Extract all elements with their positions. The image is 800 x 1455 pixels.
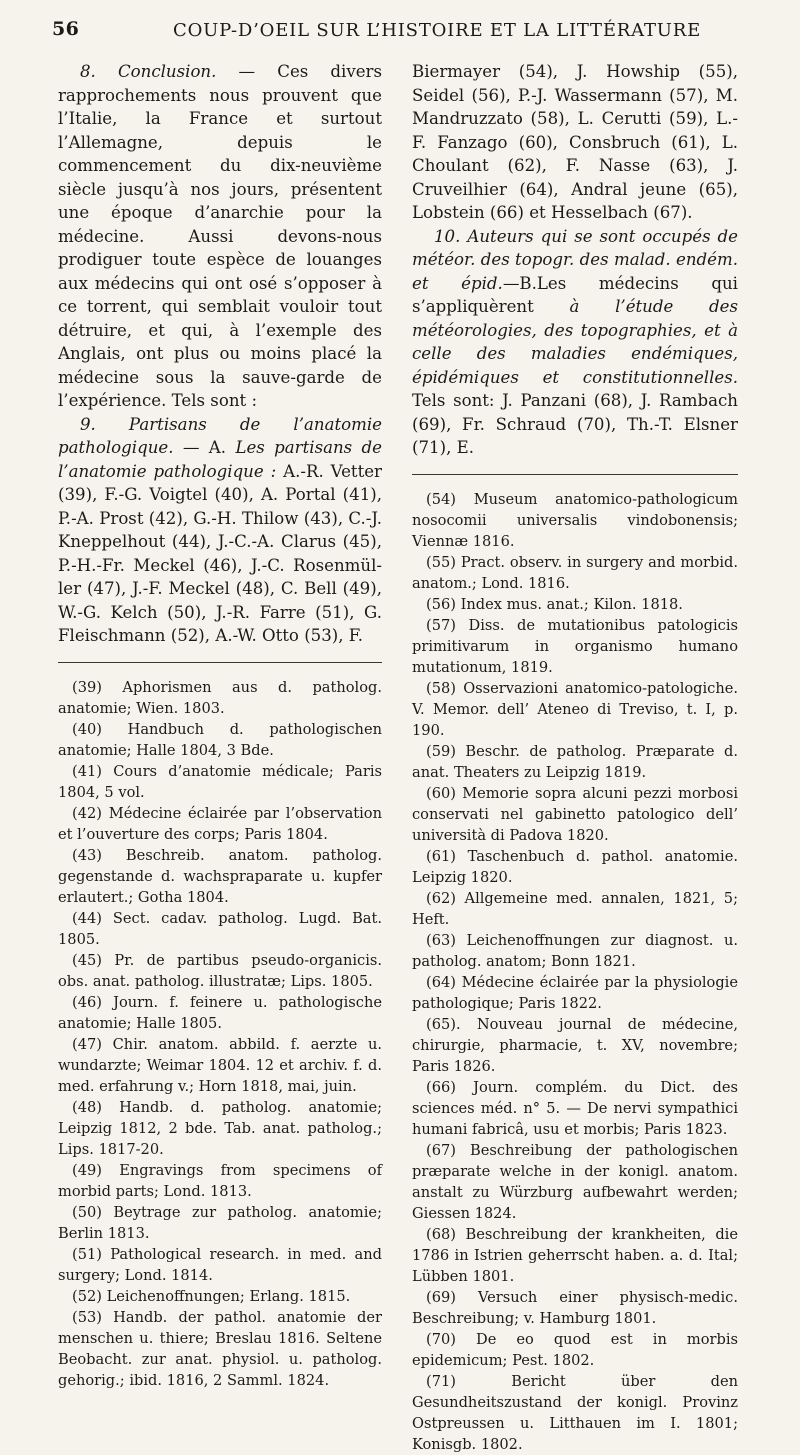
footnote: (63) Leichenoffnungen zur diagnost. u. patholog. anatom; Bonn 1821. xyxy=(412,931,738,970)
footnote: (68) Beschreibung der krankheiten, die 1786 in Istrien geherrscht haben. a. d. Ital; Lübben 1801. xyxy=(412,1225,738,1285)
footnote: (60) Memorie sopra alcuni pezzi morbosi conservati nel gabinetto patologico dell’ università di Padova 1820. xyxy=(412,784,738,844)
footnote: (67) Beschreibung der pathologischen præparate welche in der konigl. anatom. anstalt zu Würzburg aufbewahrt werden; Giessen 1824. xyxy=(412,1141,738,1222)
footnote-rule-right xyxy=(412,474,738,475)
footnote: (55) Pract. observ. in surgery and morbid. anatom.; Lond. 1816. xyxy=(412,553,738,592)
right-body xyxy=(412,60,738,460)
section-9-dash: — A. xyxy=(173,438,236,457)
footnote: (65). Nouveau journal de médecine, chirurgie, pharmacie, t. XV, novembre; Paris 1826. xyxy=(412,1015,738,1075)
left-column xyxy=(58,60,382,1391)
section-9-subheading: Les partisans de l’anatomie pathologique : xyxy=(58,438,382,481)
section-8-paragraph xyxy=(58,60,382,413)
footnote: (43) Beschreib. anatom. patholog. gegenstande d. wachspraparate u. kupfer erlautert.; Gotha 1804. xyxy=(58,846,382,906)
footnote: (66) Journ. complém. du Dict. des sciences méd. n° 5. — De nervi sympathici humani fabricâ, usu et morbis; Paris 1823. xyxy=(412,1078,738,1138)
footnote: (69) Versuch einer physisch-medic. Beschreibung; v. Hamburg 1801. xyxy=(412,1288,738,1327)
footnote: (70) De eo quod est in morbis epidemicum; Pest. 1802. xyxy=(412,1330,738,1369)
section-9-heading: 9. Partisans de l’anatomie pathologique. xyxy=(58,414,382,457)
running-title: COUP-D’OEIL SUR L’HISTOIRE ET LA LITTÉRATURE xyxy=(173,20,702,41)
right-column xyxy=(412,60,738,1455)
section-10-subheading: à l’étude des météorologies, des topographies, et à celle des maladies endémiques, épidémiques et constitutionnelles. xyxy=(412,297,738,387)
running-head xyxy=(52,14,758,48)
footnote: (48) Handb. d. patholog. anatomie; Leipzig 1812, 2 bde. Tab. anat. patholog.; Lips. 1817-20. xyxy=(58,1098,382,1158)
footnote: (46) Journ. f. feinere u. pathologische anatomie; Halle 1805. xyxy=(58,993,382,1032)
section-10-heading: 10. Auteurs qui se sont occupés de météor. des topogr. des malad. endém. et épid. xyxy=(412,226,738,293)
section-10-paragraph xyxy=(412,225,738,460)
footnote: (52) Leichenoffnungen; Erlang. 1815. xyxy=(72,1287,351,1305)
footnote-rule-left xyxy=(58,662,382,663)
right-footnotes xyxy=(412,489,738,1455)
footnote: (50) Beytrage zur patholog. anatomie; Berlin 1813. xyxy=(58,1203,382,1242)
footnote: (51) Pathological research. in med. and surgery; Lond. 1814. xyxy=(58,1245,382,1284)
left-body xyxy=(58,60,382,648)
footnote: (45) Pr. de partibus pseudo-organicis. obs. anat. patholog. illustratæ; Lips. 1805. xyxy=(58,951,382,990)
section-8-text: — Ces divers rapprochements nous prouvent que l’Italie, la France et surtout l’Allemagne, depuis le commencement du dix-neuvième siècle jusqu’à nos jours, présentent une époque d’anarchie pour la médecine. Aussi devons-nous prodiguer toute espèce de louanges aux médecins qui ont osé s’opposer à ce torrent, qui semblait vouloir tout détruire, et qui, à l’exemple des Anglais, ont plus ou moins placé la médecine sous la sauve-garde de l’expérience. Tels sont : xyxy=(58,62,382,410)
footnote: (64) Médecine éclairée par la physiologie pathologique; Paris 1822. xyxy=(412,973,738,1012)
section-10-mid: Les médecins qui s’appliquèrent xyxy=(412,273,738,316)
footnote: (57) Diss. de mutationibus patologicis primitivarum in organismo humano mutationum, 1819. xyxy=(412,616,738,676)
footnote: (61) Taschenbuch d. pathol. anatomie. Leipzig 1820. xyxy=(412,847,738,886)
footnote: (54) Museum anatomico-pathologicum nosocomii universalis vindobonensis; Viennæ 1816. xyxy=(412,490,738,550)
page-number: 56 xyxy=(52,18,80,40)
section-10-text: Tels sont: J. Panzani (68), J. Rambach (69), Fr. Schraud (70), Th.-T. Elsner (71), E. xyxy=(412,391,738,457)
footnote: (44) Sect. cadav. patholog. Lugd. Bat. 1805. xyxy=(58,909,382,948)
section-9-paragraph xyxy=(58,413,382,648)
footnote: (56) Index mus. anat.; Kilon. 1818. xyxy=(426,595,683,613)
footnote: (53) Handb. der pathol. anatomie der menschen u. thiere; Breslau 1816. Seltene Beobacht. zur anat. physiol. u. patholog. gehorig.; ibid. 1816, 2 Samml. 1824. xyxy=(58,1308,382,1389)
footnote: (49) Engravings from specimens of morbid parts; Lond. 1813. xyxy=(58,1161,382,1200)
footnote: (42) Médecine éclairée par l’observation et l’ouverture des corps; Paris 1804. xyxy=(58,804,382,843)
footnote: (62) Allgemeine med. annalen, 1821, 5; Heft. xyxy=(412,889,738,928)
section-10-dash: —B. xyxy=(502,273,537,293)
footnote: (47) Chir. anatom. abbild. f. aerzte u. wundarzte; Weimar 1804. 12 et archiv. f. d. med. erfahrung v.; Horn 1818, mai, juin. xyxy=(58,1035,382,1095)
section-8-heading: 8. Conclusion. xyxy=(80,62,217,81)
footnote: (41) Cours d’anatomie médicale; Paris 1804, 5 vol. xyxy=(58,762,382,801)
footnote: (40) Handbuch d. pathologischen anatomie; Halle 1804, 3 Bde. xyxy=(58,720,382,759)
left-footnotes xyxy=(58,677,382,1391)
continuation-paragraph: Biermayer (54), J. Howship (55), Seidel (56), P.-J. Wassermann (57), M. Mandruzzato (58), L. Cerutti (59), L.-F. Fanzago (60), Consbruch (61), L. Choulant (62), F. Nasse (63), J. Cruveilhier (64), Andral jeune (65), Lobstein (66) et Hesselbach (67). xyxy=(412,62,738,222)
footnote: (59) Beschr. de patholog. Præparate d. anat. Theaters zu Leipzig 1819. xyxy=(412,742,738,781)
footnote: (58) Osservazioni anatomico-patologiche. V. Memor. dell’ Ateneo di Treviso, t. I, p. 190. xyxy=(412,679,738,739)
footnote: (39) Aphorismen aus d. patholog. anatomie; Wien. 1803. xyxy=(58,678,382,717)
footnote: (71) Bericht über den Gesundheitszustand der konigl. Provinz Ostpreussen u. Litthauen im I. 1801; Konisgb. 1802. xyxy=(412,1372,738,1453)
section-9-text: A.-R. Vetter (39), F.-G. Voigtel (40), A. Portal (41), P.-A. Prost (42), G.-H. Thilow (43), C.-J. Kneppelhout (44), J.-C.-A. Clarus (45), P.-H.-Fr. Meckel (46), J.-C. Rosenmül-ler (47), J.-F. Meckel (48), C. Bell (49), W.-G. Kelch (50), J.-R. Farre (51), G. Fleischmann (52), A.-W. Otto (53), F. xyxy=(58,461,383,645)
